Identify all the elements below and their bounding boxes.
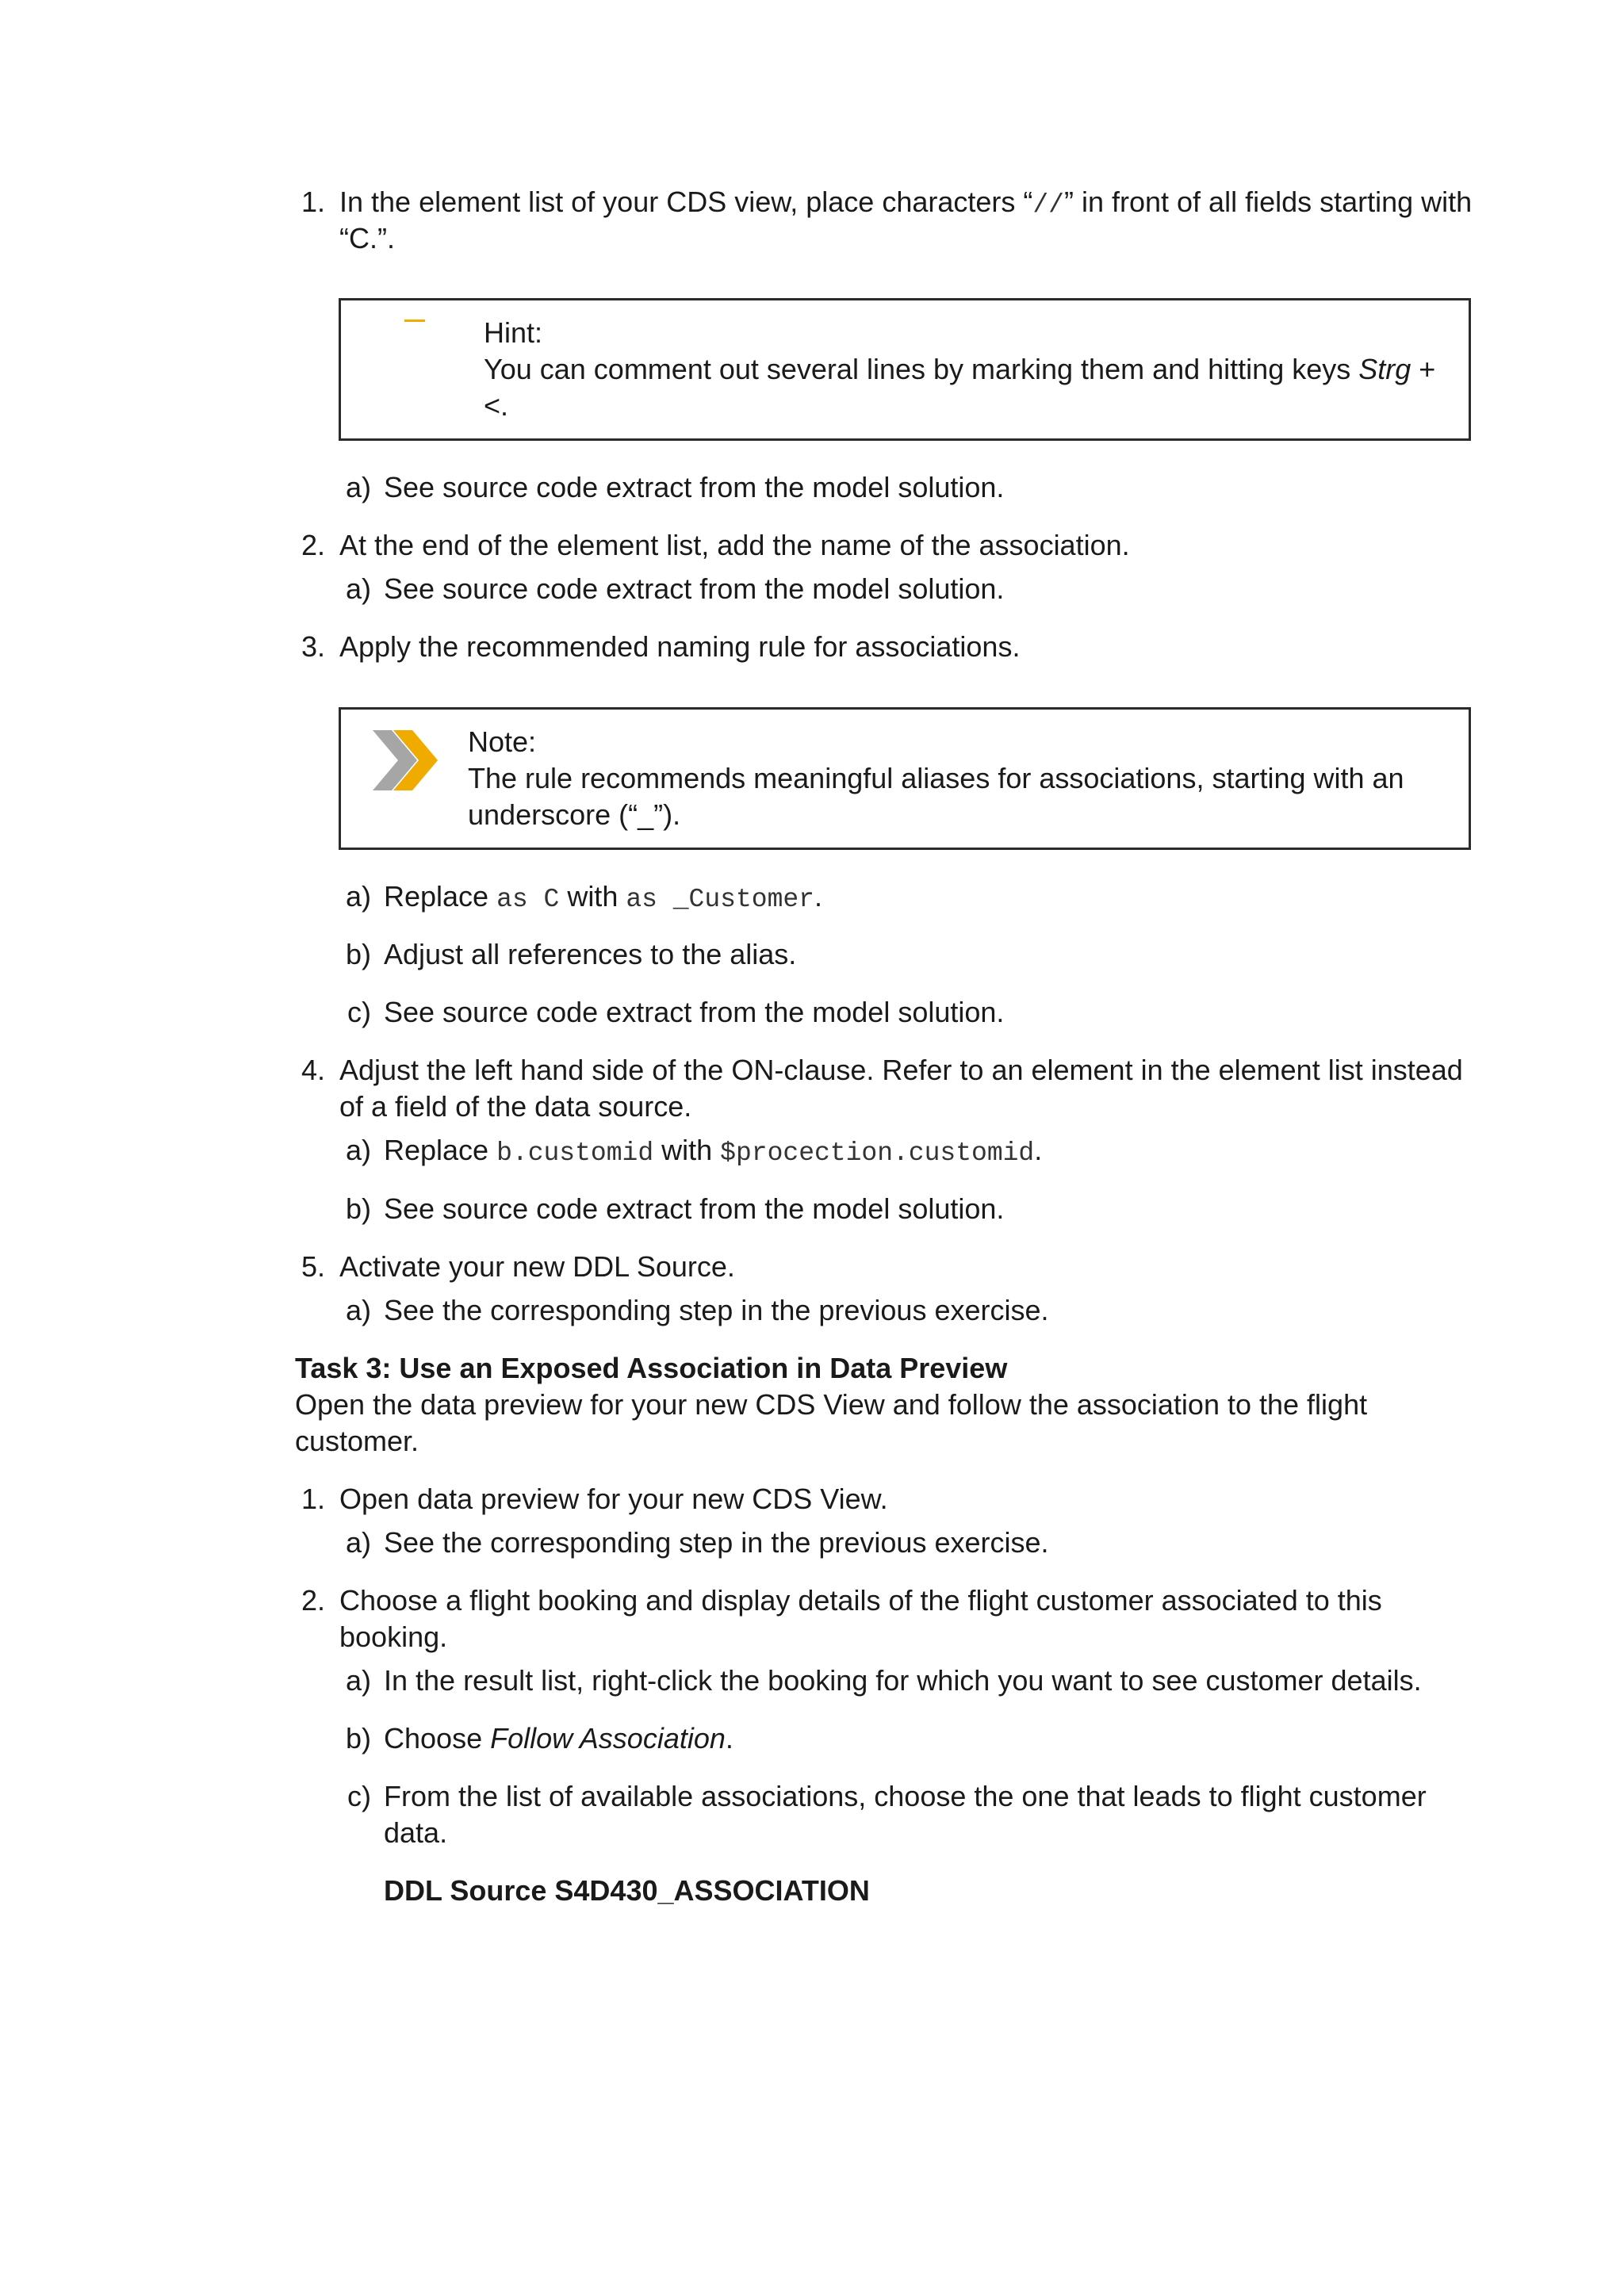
step-3a-mid: with	[559, 880, 626, 913]
note-box	[339, 707, 1471, 850]
hint-text-a: You can comment out several lines by marking them and hitting keys	[484, 353, 1359, 385]
step-4a-mid: with	[653, 1134, 721, 1166]
hint-text-line-2: <.	[484, 389, 509, 422]
task-3-step-2b-label: b)	[345, 1722, 371, 1755]
step-1a-text: See source code extract from the model solution.	[384, 471, 1005, 503]
step-2-number: 2.	[301, 529, 325, 561]
hint-text-b: +	[1411, 353, 1436, 385]
step-2a-label: a)	[345, 572, 371, 605]
step-4a-code-old: b.customid	[496, 1138, 654, 1168]
step-1-text-a: In the element list of your CDS view, place characters “	[339, 186, 1033, 218]
task-3-step-2b-text	[384, 1720, 733, 1757]
hint-box	[339, 298, 1471, 441]
step-1-text-line-1	[339, 184, 1472, 224]
step-3c-text: See source code extract from the model solution.	[384, 996, 1005, 1028]
note-text-line-1: The rule recommends meaningful aliases for associations, starting with an	[468, 762, 1404, 794]
hint-title: Hint:	[484, 316, 543, 349]
step-3a-post: .	[814, 880, 822, 913]
task-3-step-1-text: Open data preview for your new CDS View.	[339, 1483, 888, 1515]
step-4-number: 4.	[301, 1054, 325, 1086]
task-3-step-2c-label: c)	[347, 1780, 371, 1812]
task-3-step-1-number: 1.	[301, 1483, 325, 1515]
note-text-line-2: underscore (“_”).	[468, 798, 681, 831]
step-1-text-b: ” in front of all fields starting with	[1063, 186, 1473, 218]
step-1-number: 1.	[301, 186, 325, 218]
task-3-step-2b-pre: Choose	[384, 1722, 491, 1755]
step-5-number: 5.	[301, 1250, 325, 1283]
task-3-step-2c-text-line-2: data.	[384, 1816, 448, 1849]
task-3-step-2a-text: In the result list, right-click the booking for which you want to see customer details.	[384, 1664, 1422, 1697]
step-3a-text	[384, 878, 822, 918]
task-3-step-2-text-line-1: Choose a flight booking and display details of the flight customer associated to this	[339, 1584, 1382, 1617]
step-3a-code-old: as C	[496, 885, 560, 914]
step-5a-label: a)	[345, 1294, 371, 1326]
step-3b-text: Adjust all references to the alias.	[384, 938, 797, 970]
task-3-step-2-number: 2.	[301, 1584, 325, 1617]
step-3c-label: c)	[347, 996, 371, 1028]
step-4a-pre: Replace	[384, 1134, 497, 1166]
ddl-source-heading: DDL Source S4D430_ASSOCIATION	[384, 1874, 870, 1907]
step-1-code-slashes: //	[1032, 190, 1064, 220]
step-3a-pre: Replace	[384, 880, 497, 913]
task-3-intro-line-1: Open the data preview for your new CDS View and follow the association to the flight	[295, 1388, 1368, 1421]
step-1a-label: a)	[345, 471, 371, 503]
task-3-heading: Task 3: Use an Exposed Association in Data Preview	[295, 1352, 1008, 1384]
task-3-intro-line-2: customer.	[295, 1425, 419, 1457]
step-4a-text	[384, 1132, 1042, 1172]
step-3-number: 3.	[301, 630, 325, 663]
step-4b-text: See source code extract from the model solution.	[384, 1192, 1005, 1225]
step-4a-label: a)	[345, 1134, 371, 1166]
note-chevron-icon	[370, 729, 441, 792]
step-4-text-line-2: of a field of the data source.	[339, 1090, 692, 1123]
hint-key-strg: Strg	[1358, 353, 1411, 385]
step-4b-label: b)	[345, 1192, 371, 1225]
step-3a-label: a)	[345, 880, 371, 913]
step-4a-code-new: $procection.customid	[720, 1138, 1035, 1168]
task-3-step-1a-text: See the corresponding step in the previous exercise.	[384, 1526, 1049, 1559]
step-4a-post: .	[1034, 1134, 1043, 1166]
step-1-text-line-2: “C.”.	[339, 222, 395, 254]
step-4-text-line-1: Adjust the left hand side of the ON-clause. Refer to an element in the element list instead	[339, 1054, 1463, 1086]
task-3-step-2b-post: .	[725, 1722, 733, 1755]
step-3b-label: b)	[345, 938, 371, 970]
step-2a-text: See source code extract from the model solution.	[384, 572, 1005, 605]
task-3-step-1a-label: a)	[345, 1526, 371, 1559]
task-3-step-2c-text-line-1: From the list of available associations, choose the one that leads to flight customer	[384, 1780, 1427, 1812]
task-3-step-2-text-line-2: booking.	[339, 1621, 448, 1653]
note-title: Note:	[468, 725, 537, 758]
step-3-text: Apply the recommended naming rule for associations.	[339, 630, 1021, 663]
task-3-step-2b-menu-item: Follow Association	[490, 1722, 726, 1755]
step-5-text: Activate your new DDL Source.	[339, 1250, 735, 1283]
step-2-text: At the end of the element list, add the name of the association.	[339, 529, 1130, 561]
hint-text-line-1	[484, 351, 1435, 388]
step-3a-code-new: as _Customer	[626, 885, 814, 914]
task-3-step-2a-label: a)	[345, 1664, 371, 1697]
hint-icon	[404, 320, 425, 322]
step-5a-text: See the corresponding step in the previous exercise.	[384, 1294, 1049, 1326]
